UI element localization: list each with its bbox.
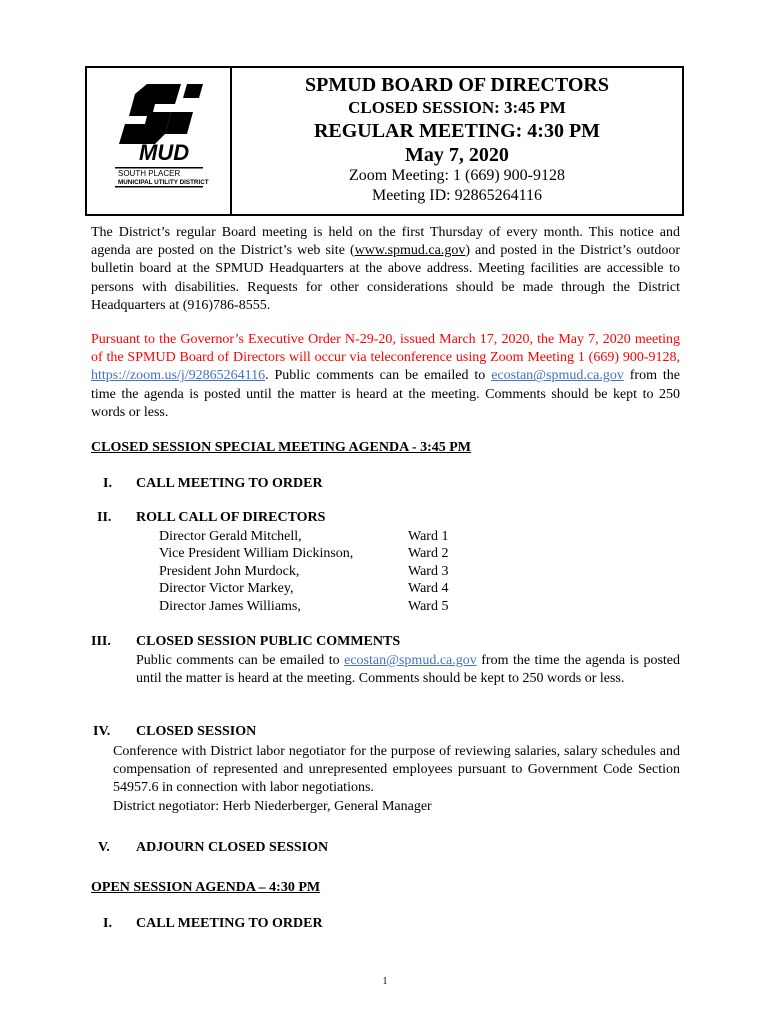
title-cell: [232, 68, 682, 214]
item-roll-call: ROLL CALL OF DIRECTORS: [136, 510, 326, 525]
intro-paragraph: [91, 224, 680, 315]
public-comments-email-link[interactable]: ecostan@spmud.ca.gov: [344, 653, 477, 668]
meeting-date: May 7, 2020: [405, 144, 509, 166]
item-adjourn: ADJOURN CLOSED SESSION: [136, 840, 329, 855]
board-title: SPMUD BOARD OF DIRECTORS: [305, 74, 609, 96]
svg-text:SOUTH PLACER: SOUTH PLACER: [118, 169, 181, 178]
director-ward: Ward 5: [408, 599, 449, 614]
director-ward: Ward 4: [408, 581, 449, 596]
notice-paragraph: [91, 331, 680, 422]
director-ward: Ward 1: [408, 529, 449, 544]
item-number: I.: [103, 476, 112, 491]
director-ward: Ward 2: [408, 546, 449, 561]
item-public-comments: CLOSED SESSION PUBLIC COMMENTS: [136, 634, 401, 649]
closed-session-paragraph: Conference with District labor negotiator for the purpose of reviewing salaries, salary schedules and compensation of represented and unrepresented employees pursuant to Government Code Section 54957.6 in connection with labor negotiations.: [113, 744, 680, 796]
svg-text:MUD: MUD: [139, 140, 190, 165]
item-closed-session: CLOSED SESSION: [136, 724, 257, 739]
public-comments-text-1: Public comments can be emailed to: [136, 653, 340, 668]
director-name: President John Murdock,: [159, 564, 300, 579]
public-comments-text-2: from the time the agenda is posted until the matter is heard at the meeting. Comments should be kept to 250 words or less.: [136, 653, 681, 687]
notice-text-3: from the time the agenda is posted until the matter is heard at the meeting. Comments should be kept to 250 words or less.: [91, 368, 680, 420]
logo-cell: [87, 68, 232, 214]
item-open-call-to-order: CALL MEETING TO ORDER: [136, 916, 323, 931]
zoom-number: Zoom Meeting: 1 (669) 900-9128: [349, 167, 565, 184]
email-link[interactable]: ecostan@spmud.ca.gov: [491, 368, 624, 384]
executive-order-notice: Pursuant to the Governor’s Executive Order N-29-20, issued March 17, 2020, the May 7, 2020 meeting of the SPMUD Board of Directors will occur via teleconference using Zoom Meeting 1 (669) 900-9128,: [91, 332, 680, 366]
header-box: [85, 66, 684, 216]
notice-text-2: . Public comments can be emailed to: [265, 368, 486, 384]
spmud-logo-icon: [109, 82, 209, 200]
item-call-to-order: CALL MEETING TO ORDER: [136, 476, 323, 491]
open-session-heading: OPEN SESSION AGENDA – 4:30 PM: [91, 880, 321, 895]
director-name: Vice President William Dickinson,: [159, 546, 354, 561]
closed-session-time: CLOSED SESSION: 3:45 PM: [348, 98, 566, 117]
item-number: V.: [98, 840, 110, 855]
intro-text-2: ) and posted in the District’s outdoor bulletin board at the SPMUD Headquarters at the above address. Meeting facilities are accessible to persons with disabilities. Requests for other considerations should be made through the District Headquarters at (916)786-8555.: [91, 243, 680, 313]
svg-text:MUNICIPAL UTILITY DISTRICT: MUNICIPAL UTILITY DISTRICT: [118, 179, 209, 186]
item-number: II.: [97, 510, 112, 525]
intro-text-1: The District’s regular Board meeting is held on the first Thursday of every month. This notice and agenda are posted on the District’s web site (: [91, 225, 680, 259]
director-name: Director Victor Markey,: [159, 581, 294, 596]
director-name: Director James Williams,: [159, 599, 301, 614]
meeting-id: Meeting ID: 92865264116: [371, 187, 543, 204]
page-number: 1: [382, 976, 388, 987]
public-comments-paragraph: [136, 652, 680, 688]
item-number: III.: [91, 634, 111, 649]
negotiator-line: District negotiator: Herb Niederberger, General Manager: [113, 799, 432, 814]
item-number: I.: [103, 916, 112, 931]
item-number: IV.: [93, 724, 111, 739]
zoom-link[interactable]: https://zoom.us/j/92865264116: [91, 368, 266, 384]
director-ward: Ward 3: [408, 564, 449, 579]
director-name: Director Gerald Mitchell,: [159, 529, 302, 544]
website-link[interactable]: www.spmud.ca.gov: [354, 243, 466, 259]
regular-meeting-time: REGULAR MEETING: 4:30 PM: [313, 120, 601, 142]
closed-session-heading: CLOSED SESSION SPECIAL MEETING AGENDA - 3:45 PM: [91, 440, 472, 455]
